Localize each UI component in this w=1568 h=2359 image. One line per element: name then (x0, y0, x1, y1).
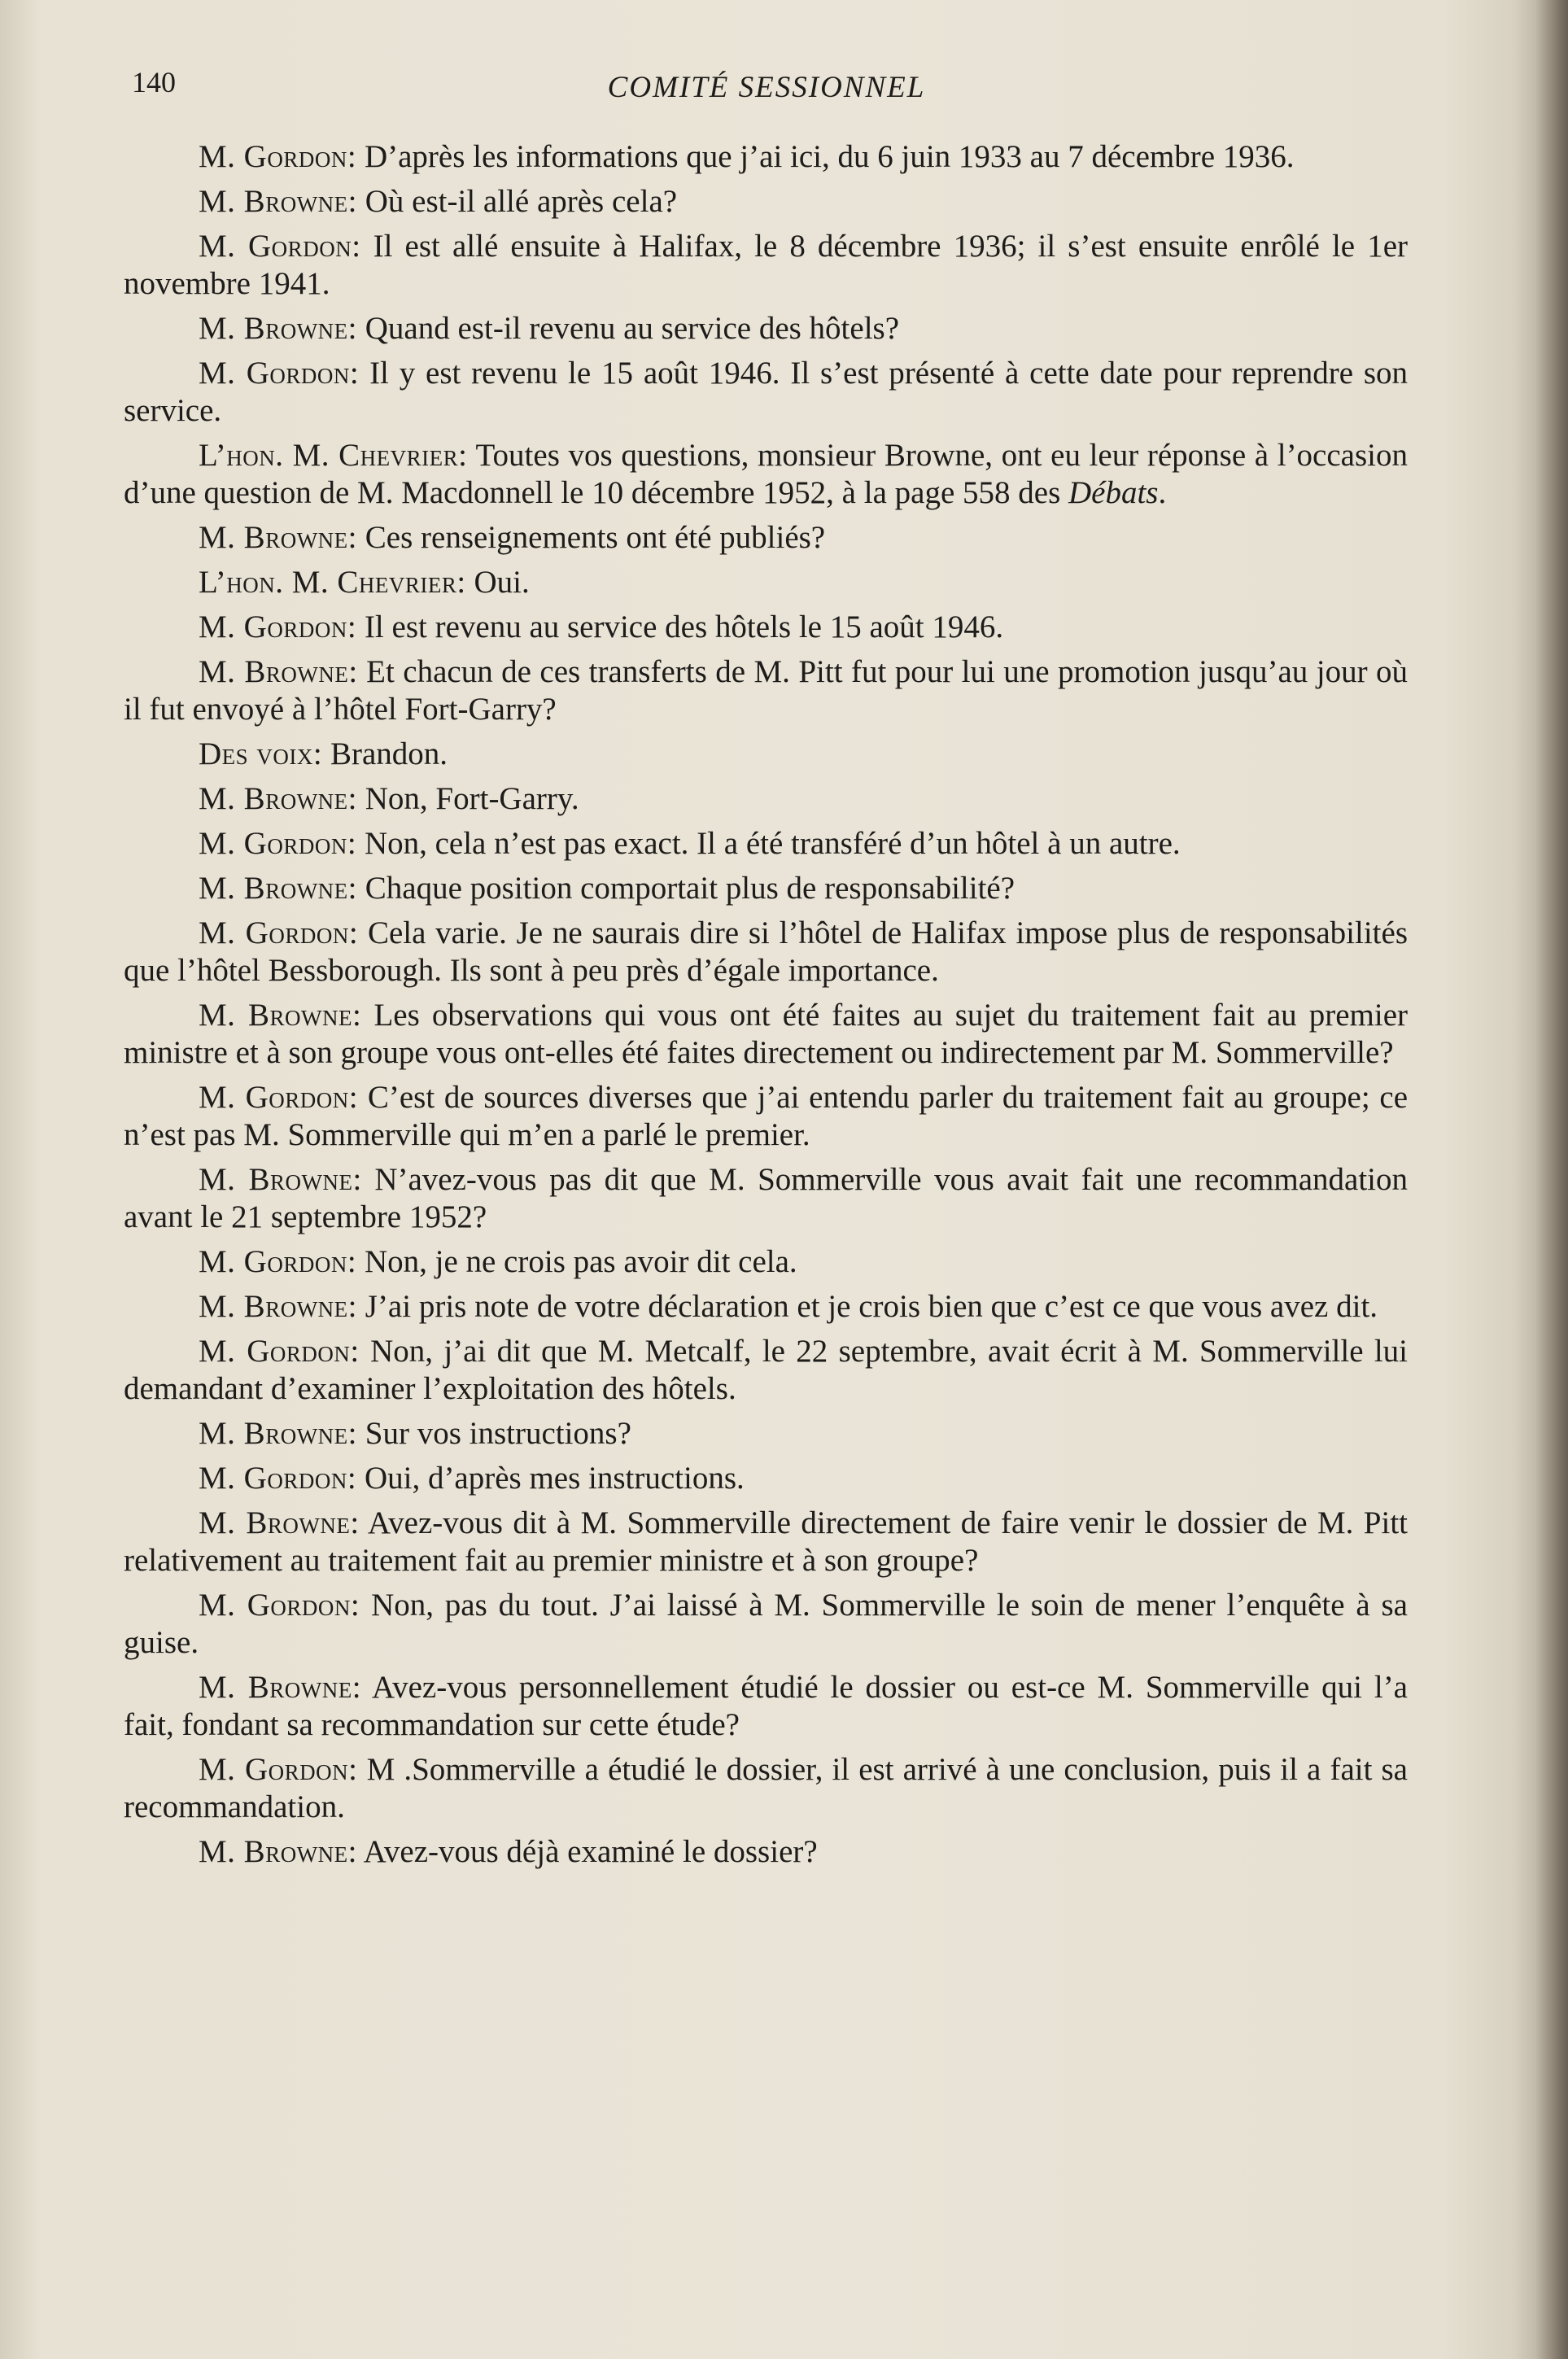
speaker-label: M. Browne: (199, 184, 358, 219)
dialogue-paragraph (124, 355, 1408, 430)
speaker-label: M. Browne: (199, 781, 358, 816)
paragraph-text: Toutes vos questions, monsieur Browne, ont eu leur réponse à l’occasion d’une question de M. Macdonnell le 10 décembre 1952, à la page 558 des (124, 438, 1408, 510)
dialogue-paragraph (124, 138, 1408, 176)
page-header (132, 65, 1401, 114)
speaker-label: M. Gordon: (199, 1588, 360, 1623)
paragraph-text: Cela varie. Je ne saurais dire si l’hôtel de Halifax impose plus de responsabilités que l’hôtel Bessborough. Ils sont à peu près d’égale importance. (124, 915, 1409, 988)
paragraph-text: D’après les informations que j’ai ici, du 6 juin 1933 au 7 décembre 1936. (364, 139, 1295, 174)
speaker-label: M. Browne: (199, 1670, 362, 1705)
speaker-label: L’hon. M. Chevrier: (199, 438, 468, 473)
speaker-label: M. Gordon: (199, 1334, 360, 1369)
dialogue-paragraph (124, 1669, 1408, 1744)
dialogue-paragraph (124, 1288, 1408, 1326)
paragraph-text: Non, je ne crois pas avoir dit cela. (364, 1244, 797, 1279)
speaker-label: Des voix: (199, 736, 323, 771)
speaker-label: M. Browne: (199, 311, 358, 346)
dialogue-paragraph (124, 997, 1408, 1072)
paragraph-text: Oui, d’après mes instructions. (364, 1461, 745, 1496)
dialogue-paragraph (124, 564, 1408, 601)
dialogue-paragraph (124, 1079, 1408, 1154)
speaker-label: M. Browne: (199, 654, 358, 689)
paragraph-text: M .Sommerville a étudié le dossier, il est arrivé à une conclusion, puis il a fait sa recommandation. (124, 1752, 1408, 1824)
speaker-label: M. Gordon: (199, 609, 357, 644)
paragraph-text: Non, cela n’est pas exact. Il a été transféré d’un hôtel à un autre. (364, 826, 1181, 861)
dialogue-paragraph (124, 437, 1408, 512)
paragraph-text: Ces renseignements ont été publiés? (365, 520, 826, 555)
speaker-label: M. Browne: (199, 1834, 358, 1869)
paragraph-text: J’ai pris note de votre déclaration et je crois bien que c’est ce que vous avez dit. (365, 1289, 1378, 1324)
speaker-label: M. Gordon: (199, 915, 359, 950)
speaker-label: M. Browne: (199, 871, 358, 906)
paragraph-text: Non, pas du tout. J’ai laissé à M. Sommerville le soin de mener l’enquête à sa guise. (124, 1588, 1408, 1660)
dialogue-paragraph (124, 1505, 1408, 1579)
paragraph-text: Il est revenu au service des hôtels le 15 août 1946. (364, 609, 1004, 644)
paragraph-text: Non, Fort-Garry. (365, 781, 579, 816)
dialogue-paragraph (124, 653, 1408, 728)
speaker-label: M. Browne: (199, 1289, 358, 1324)
speaker-label: M. Browne: (199, 520, 358, 555)
dialogue-paragraph (124, 736, 1408, 773)
paragraph-text: Il y est revenu le 15 août 1946. Il s’est présenté à cette date pour reprendre son service. (124, 356, 1408, 428)
dialogue-paragraph (124, 1587, 1408, 1662)
paragraph-text: Sur vos instructions? (365, 1416, 631, 1451)
speaker-label: M. Gordon: (199, 1244, 357, 1279)
paragraph-text-italic: Débats (1068, 475, 1159, 510)
paragraph-text: Brandon. (330, 736, 448, 771)
speaker-label: M. Browne: (199, 1505, 360, 1540)
speaker-label: M. Browne: (199, 1416, 358, 1451)
dialogue-paragraph (124, 1460, 1408, 1497)
speaker-label: L’hon. M. Chevrier: (199, 565, 466, 600)
dialogue-paragraph (124, 1751, 1408, 1826)
dialogue-paragraph (124, 183, 1408, 221)
page-number: 140 (132, 66, 176, 98)
paragraph-text: Chaque position comportait plus de responsabilité? (365, 871, 1015, 906)
paragraph-text: Les observations qui vous ont été faites au sujet du traitement fait au premier ministre et à son groupe vous ont-elles été faites directement ou indirectement par M. Sommerville? (124, 998, 1409, 1070)
dialogue-paragraph (124, 915, 1408, 989)
dialogue-paragraph (124, 780, 1408, 818)
paragraph-text: C’est de sources diverses que j’ai entendu parler du traitement fait au groupe; ce n’est pas M. Sommerville qui m’en a parlé le premier. (124, 1080, 1409, 1152)
paragraph-text: N’avez-vous pas dit que M. Sommerville vous avait fait une recommandation avant le 21 septembre 1952? (124, 1162, 1409, 1234)
dialogue-paragraph (124, 1415, 1408, 1453)
speaker-label: M. Gordon: (199, 229, 361, 264)
dialogue-paragraph (124, 228, 1408, 303)
dialogue-paragraph (124, 1833, 1408, 1871)
paragraph-text: Oui. (474, 565, 530, 600)
dialogue-paragraph (124, 519, 1408, 557)
speaker-label: M. Browne: (199, 1162, 362, 1197)
dialogue-paragraph (124, 1333, 1408, 1408)
speaker-label: M. Gordon: (199, 1752, 358, 1787)
paragraph-text: Non, j’ai dit que M. Metcalf, le 22 septembre, avait écrit à M. Sommerville lui demandant d’examiner l’exploitation des hôtels. (124, 1334, 1409, 1406)
speaker-label: M. Gordon: (199, 1080, 359, 1115)
speaker-label: M. Gordon: (199, 826, 357, 861)
dialogue-paragraph (124, 1161, 1408, 1236)
paragraph-text-after: . (1158, 475, 1167, 510)
dialogue-paragraph (124, 1243, 1408, 1281)
paragraph-text: Avez-vous personnellement étudié le dossier ou est-ce M. Sommerville qui l’a fait, fondant sa recommandation sur cette étude? (124, 1670, 1408, 1742)
speaker-label: M. Gordon: (199, 139, 357, 174)
dialogue-paragraph (124, 870, 1408, 907)
speaker-label: M. Gordon: (199, 1461, 357, 1496)
paragraph-text: Quand est-il revenu au service des hôtels? (365, 311, 900, 346)
paragraph-text: Avez-vous dit à M. Sommerville directement de faire venir le dossier de M. Pitt relativement au traitement fait au premier ministre et à son groupe? (124, 1505, 1408, 1578)
paragraph-text: Où est-il allé après cela? (365, 184, 678, 219)
dialogue-paragraph (124, 609, 1408, 646)
dialogue-paragraph (124, 310, 1408, 347)
paragraph-text: Il est allé ensuite à Halifax, le 8 décembre 1936; il s’est ensuite enrôlé le 1er novembre 1941. (124, 229, 1408, 301)
dialogue-paragraph (124, 825, 1408, 863)
speaker-label: M. Gordon: (199, 356, 360, 391)
speaker-label: M. Browne: (199, 998, 362, 1033)
running-title: COMITÉ SESSIONNEL (607, 71, 926, 104)
transcript-body (124, 138, 1408, 1878)
paragraph-text: Avez-vous déjà examiné le dossier? (363, 1834, 818, 1869)
paragraph-text: Et chacun de ces transferts de M. Pitt fut pour lui une promotion jusqu’au jour où il fut envoyé à l’hôtel Fort-Garry? (124, 654, 1409, 727)
